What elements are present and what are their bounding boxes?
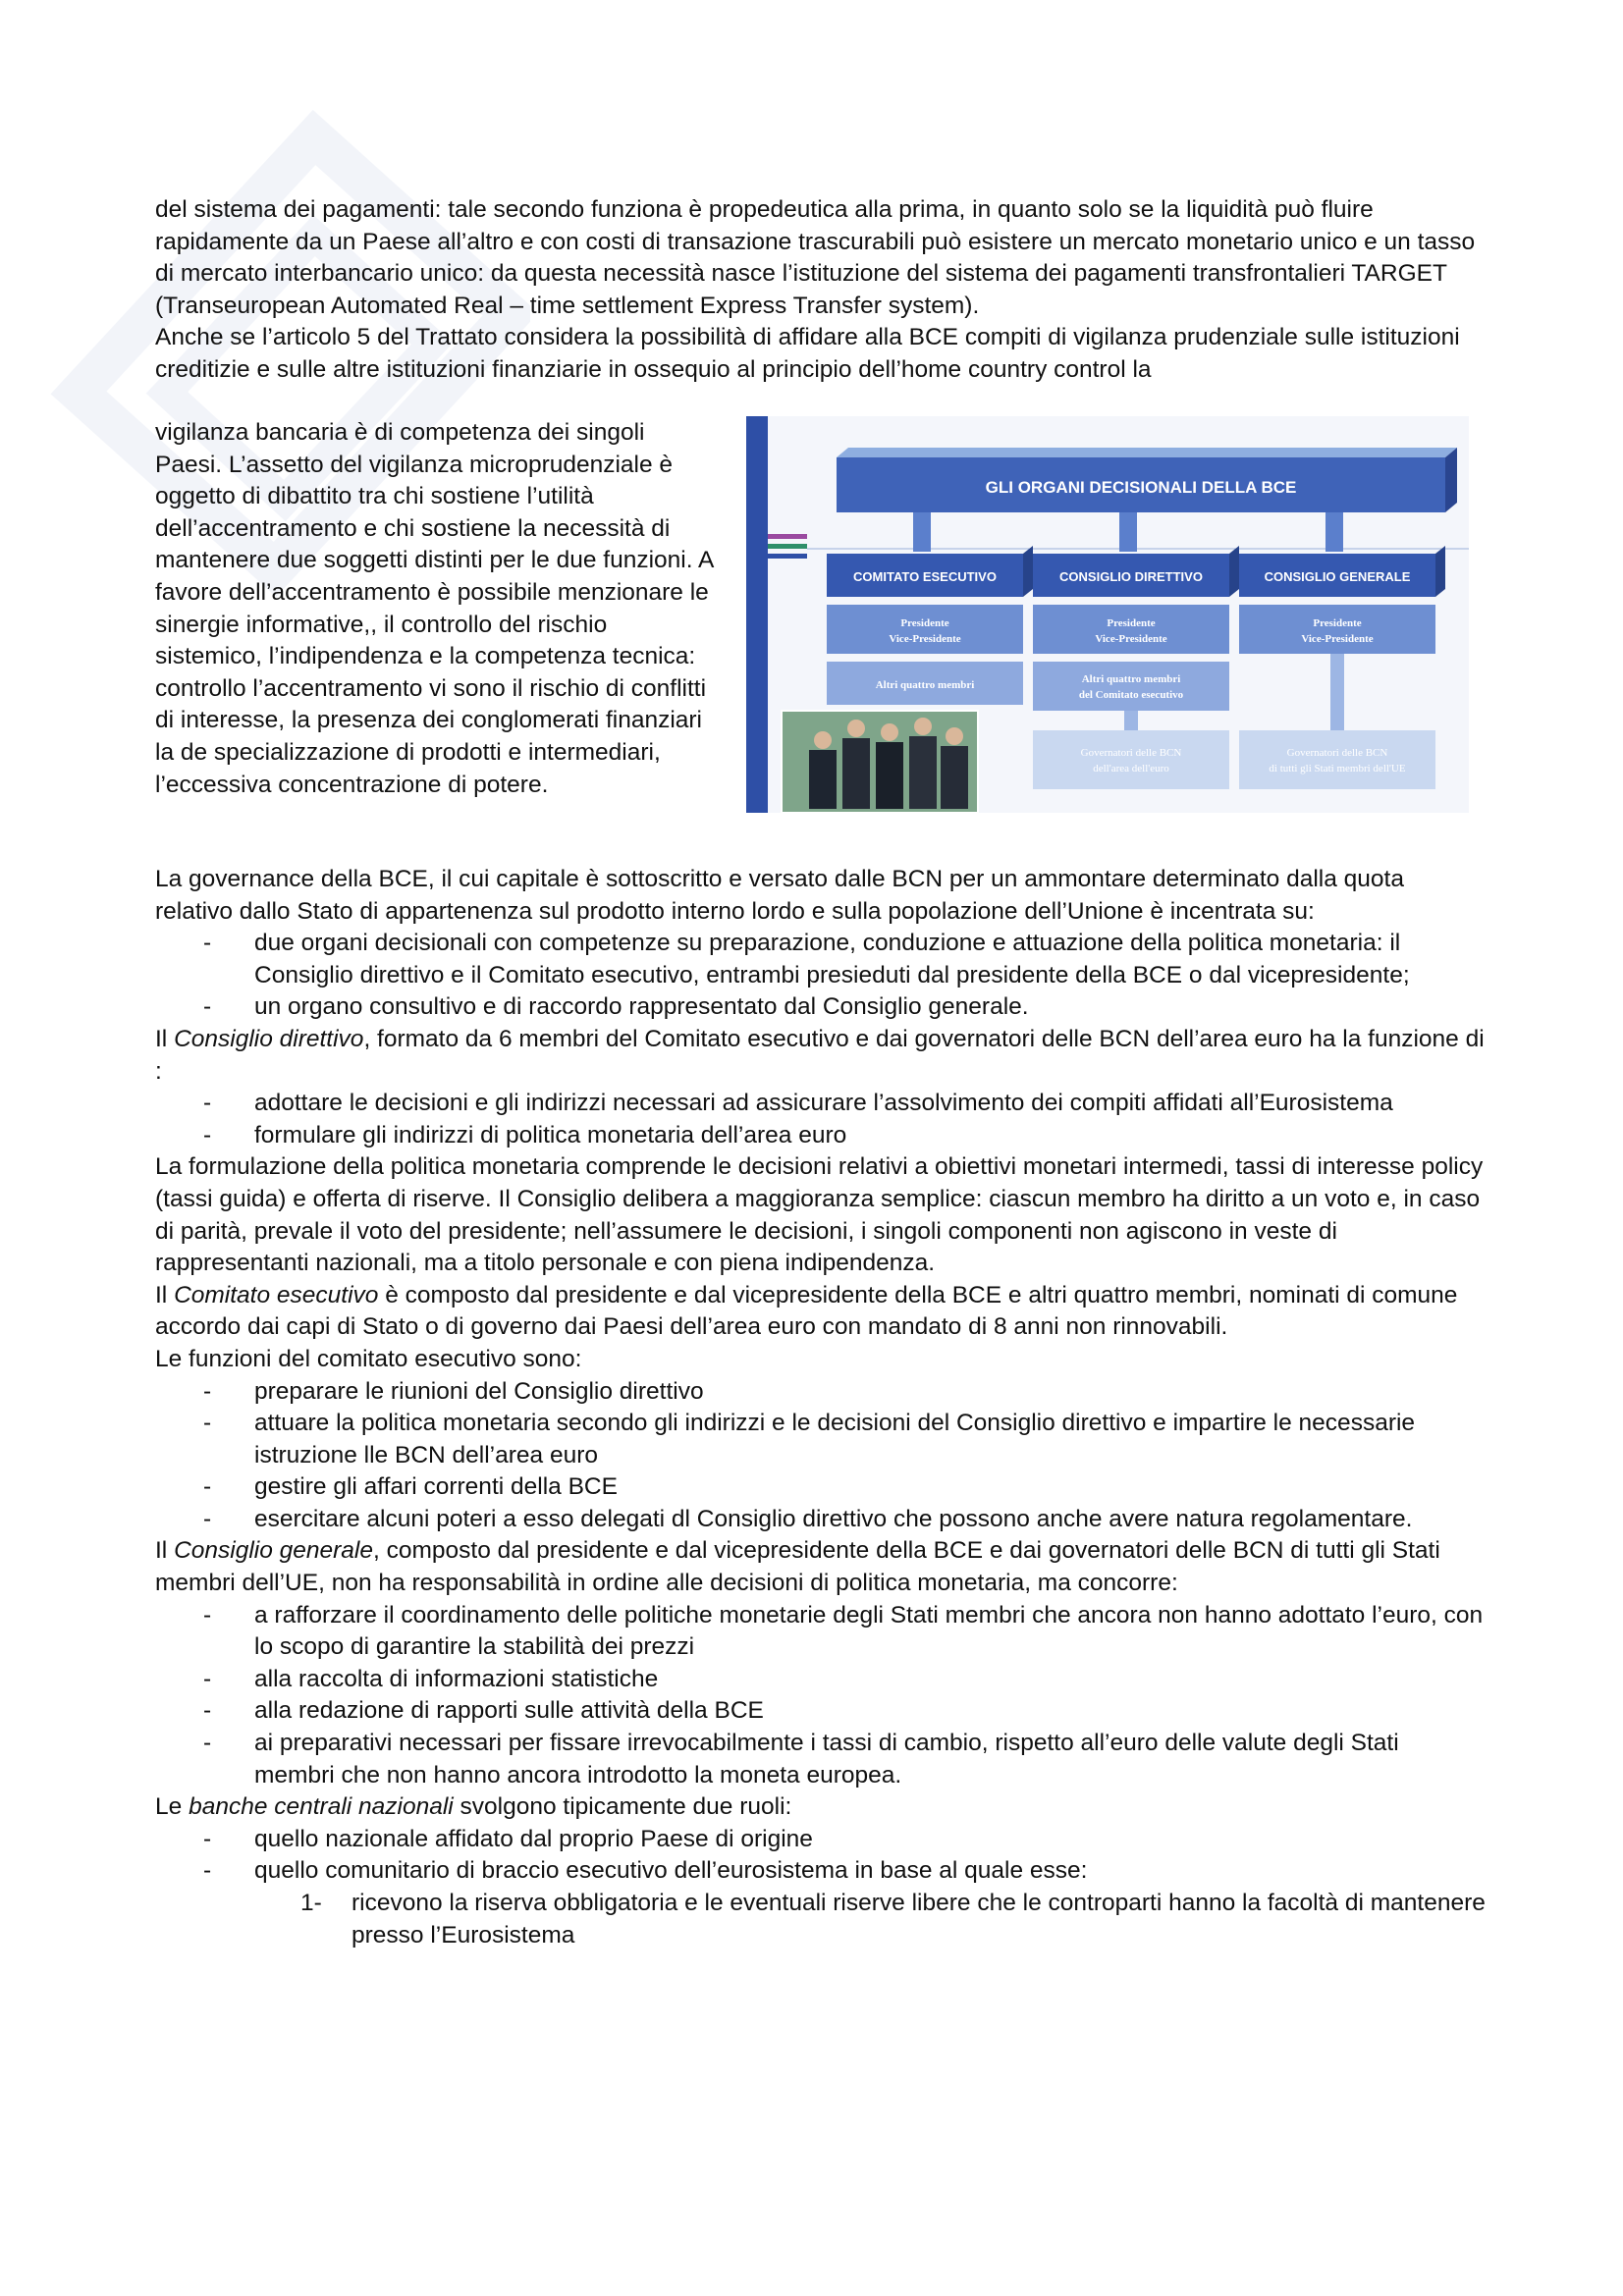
intro-paragraph-2: Anche se l’articolo 5 del Trattato considera la possibilità di affidare alla BCE compiti di vigilanza prudenziale sulle istituzioni creditizie e sulle altre istituzioni finanziarie in ossequio al principio dell’home country control la (155, 324, 1460, 383)
list-item (155, 1695, 1486, 1728)
list-item (155, 1728, 1486, 1791)
list-dash: - (203, 1121, 212, 1148)
text-span: svolgono tipicamente due ruoli: (453, 1793, 792, 1821)
text-span: Il (155, 1281, 175, 1308)
column-3-box3-line1: Governatori delle BCN (1286, 747, 1388, 759)
column-3-box1-line2: Vice-Presidente (1301, 633, 1374, 645)
diagram-title: GLI ORGANI DECISIONALI DELLA BCE (985, 478, 1297, 497)
formulazione-paragraph: La formulazione della politica monetaria comprende le decisioni relativi a obiettivi monetari intermedi, tassi di interesse policy (tassi guida) e offerta di riserve. Il Consiglio delibera a maggioranza semplice: ciascun membro ha diritto a un voto e, in caso di parità, prevale il voto del presidente; nell’assumere le decisioni, i singoli componenti non agiscono in veste di rappresentanti nazionali, ma a titolo personale e con piena indipendenza. (155, 1153, 1484, 1277)
list-item-text: gestire gli affari correnti della BCE (254, 1473, 618, 1501)
column-1-header: COMITATO ESECUTIVO (853, 569, 997, 584)
column-1-box2-line1: Altri quattro membri (875, 679, 975, 691)
italic-term: Consiglio generale (174, 1537, 374, 1565)
list-item-text: attuare la politica monetaria secondo gli indirizzi e le decisioni del Consiglio direttivo e impartire le necessarie istruzione lle BCN dell’area euro (254, 1410, 1416, 1468)
list-item (155, 1855, 1486, 1888)
column-2-box2-line2: del Comitato esecutivo (1078, 689, 1184, 701)
intro-paragraph-1: del sistema dei pagamenti: tale secondo funziona è propedeutica alla prima, in quanto solo se la liquidità può fluire rapidamente da un Paese all’altro e con costi di transazione trascurabili può esistere un mercato monetario unico e un tasso di mercato interbancario unico: da questa necessità nasce l’istituzione del sistema dei pagamenti transfrontalieri TARGET (Transeuropean Automated Real – time settlement Express Transfer system). (155, 196, 1476, 319)
text-span: , composto dal presidente e dal vicepresidente della BCE e dai governatori delle BCN di tutti gli Stati membri dell’UE, non ha responsabilità in ordine alle decisioni di politica monetaria, ma concorre: (155, 1537, 1440, 1597)
list-item-text: esercitare alcuni poteri a esso delegati dl Consiglio direttivo che possono anche avere natura regolamentare. (254, 1505, 1413, 1532)
comitato-esecutivo-paragraph (155, 1280, 1486, 1344)
list-item (155, 928, 1486, 991)
list-item (155, 1664, 1486, 1696)
text-span: Le (155, 1793, 189, 1821)
column-2-box2-line1: Altri quattro membri (1081, 673, 1181, 685)
list-dash: - (203, 1473, 212, 1501)
list-item (155, 1088, 1486, 1120)
list-item (155, 1600, 1486, 1664)
column-2-box3-line2: dell'area dell'euro (1093, 763, 1169, 774)
list-item (155, 1824, 1486, 1856)
italic-term: Consiglio direttivo (174, 1025, 364, 1052)
list-dash: - (203, 1857, 212, 1885)
text-span: , formato da 6 membri del Comitato esecutivo e dai governatori delle BCN dell’area euro ha la funzione di : (155, 1025, 1485, 1085)
bcn-paragraph (155, 1791, 1486, 1824)
board-members-photo (782, 711, 978, 813)
list-dash: - (203, 1665, 212, 1692)
list-dash: - (203, 1410, 212, 1437)
list-item-text: ricevono la riserva obbligatoria e le eventuali riserve libere che le controparti hanno la facoltà di mantenere presso l’Eurosistema (352, 1890, 1486, 1949)
column-2-box1-line1: Presidente (1107, 617, 1156, 629)
text-span: Il (155, 1537, 175, 1565)
consiglio-direttivo-paragraph (155, 1024, 1486, 1088)
list-dash: - (203, 1730, 212, 1757)
column-1-box1-line1: Presidente (900, 617, 949, 629)
list-item (155, 1408, 1486, 1471)
list-dash: - (203, 930, 212, 957)
list-item-text: ai preparativi necessari per fissare irrevocabilmente i tassi di cambio, rispetto all’euro delle valute degli Stati membri che non hanno ancora introdotto la moneta europea. (254, 1730, 1399, 1789)
intro-section (155, 194, 1486, 387)
list-item-text: a rafforzare il coordinamento delle politiche monetarie degli Stati membri che ancora non hanno adottato l’euro, con lo scopo di garantire la stabilità dei prezzi (254, 1601, 1484, 1661)
list-item-text: alla raccolta di informazioni statistiche (254, 1665, 659, 1692)
list-item (155, 1376, 1486, 1409)
list-item-text: quello comunitario di braccio esecutivo dell’eurosistema in base al quale esse: (254, 1857, 1088, 1885)
diagram-title-box (837, 448, 1457, 512)
list-dash: - (203, 1090, 212, 1117)
numbered-list-item (155, 1888, 1486, 1951)
list-number: 1- (300, 1890, 322, 1916)
list-item (155, 1120, 1486, 1152)
governance-section (155, 864, 1486, 1951)
list-dash: - (203, 1377, 212, 1405)
list-dash: - (203, 1825, 212, 1852)
column-2-header: CONSIGLIO DIRETTIVO (1059, 569, 1203, 584)
list-item-text: formulare gli indirizzi di politica monetaria dell’area euro (254, 1121, 847, 1148)
italic-term: Comitato esecutivo (174, 1281, 379, 1308)
funzioni-paragraph: Le funzioni del comitato esecutivo sono: (155, 1345, 582, 1372)
list-dash: - (203, 1601, 212, 1629)
column-2-box3-line1: Governatori delle BCN (1080, 747, 1182, 759)
list-item-text: un organo consultivo e di raccordo rappresentato dal Consiglio generale. (254, 993, 1029, 1021)
governance-paragraph: La governance della BCE, il cui capitale è sottoscritto e versato dalle BCN per un ammontare determinato dalla quota relativo dallo Stato di appartenenza sul prodotto interno lordo e sulla popolazione dell’Unione è incentrata su: (155, 866, 1404, 925)
text-span: è composto dal presidente e dal vicepresidente della BCE e altri quattro membri, nominati di comune accordo dai capi di Stato o di governo dai Paesi dell’area euro con mandato di 8 anni non rinnovabili. (155, 1281, 1458, 1341)
column-3-header: CONSIGLIO GENERALE (1264, 569, 1411, 584)
side-paragraph (155, 417, 715, 801)
column-comitato-esecutivo (827, 546, 1033, 705)
column-2-box1-line2: Vice-Presidente (1095, 633, 1167, 645)
list-dash: - (203, 1505, 212, 1532)
text-span: Il (155, 1025, 175, 1052)
list-item-text: adottare le decisioni e gli indirizzi necessari ad assicurare l’assolvimento dei compiti affidati all’Eurosistema (254, 1090, 1393, 1117)
consiglio-generale-paragraph (155, 1535, 1486, 1599)
list-item-text: preparare le riunioni del Consiglio direttivo (254, 1377, 704, 1405)
side-paragraph-text: vigilanza bancaria è di competenza dei singoli Paesi. L’assetto del vigilanza microprudenziale è oggetto di dibattito tra chi sostiene l’utilità dell’accentramento e chi sostiene la necessità di mantenere due soggetti distinti per le due funzioni. A favore dell’accentramento è possibile menzionare le sinergie informative,, il controllo del rischio sistemico, l’indipendenza e la competenza tecnica: controllo l’accentramento vi sono il rischio di conflitti di interesse, la presenza dei conglomerati finanziari la de specializzazione di prodotti e intermediari, l’eccessiva concentrazione di potere. (155, 419, 713, 798)
list-item (155, 1471, 1486, 1504)
list-item (155, 1504, 1486, 1536)
column-3-box3-line2: di tutti gli Stati membri dell'UE (1269, 763, 1406, 774)
bce-organs-diagram (746, 416, 1469, 813)
column-3-box1-line1: Presidente (1313, 617, 1362, 629)
list-item-text: quello nazionale affidato dal proprio Paese di origine (254, 1825, 813, 1852)
list-dash: - (203, 1697, 212, 1725)
list-item (155, 991, 1486, 1024)
italic-term: banche centrali nazionali (189, 1793, 454, 1821)
list-item-text: due organi decisionali con competenze su preparazione, conduzione e attuazione della politica monetaria: il Consiglio direttivo e il Comitato esecutivo, entrambi presieduti dal presidente della BCE o dal vicepresidente; (254, 930, 1410, 988)
column-1-box1-line2: Vice-Presidente (889, 633, 961, 645)
list-item-text: alla redazione di rapporti sulle attività della BCE (254, 1697, 764, 1725)
list-dash: - (203, 993, 212, 1021)
column-consiglio-direttivo (1033, 546, 1239, 789)
